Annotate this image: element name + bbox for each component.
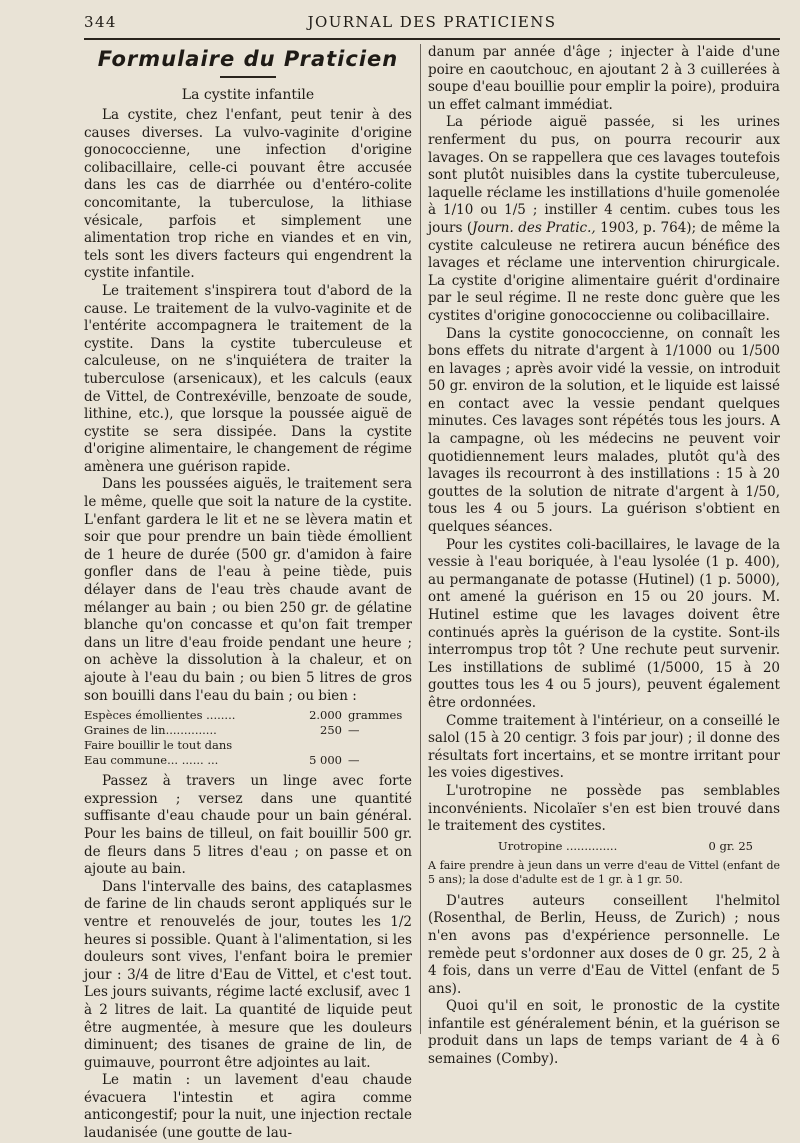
paragraph: D'autres auteurs conseillent l'helmitol (Rosenthal, de Berlin, Heuss, de Zurich) ; nous n'en avons pas d'expérience personnelle. Le remède peut s'ordonner aux doses de 0 gr. 25, 2 à 4 fois, dans un verre d'Eau de Vittel (enfant de 5 ans). [428,892,780,997]
paragraph: La cystite, chez l'enfant, peut tenir à des causes diverses. La vulvo-vaginite d'origine gonococcienne, une infection d'origine colibacillaire, celle-ci pouvant être accusée dans les cas de diarrhée ou d'entéro-colite concomitante, la tuberculose, la lithiase vésicale, parfois et simplement une alimentation trop riche en viandes et en vin, tels sont les divers facteurs qui engendrent la cystite infantile. [84,107,412,282]
ingredient-unit: grammes [348,708,403,723]
header-rule [84,38,780,40]
section-title: Formulaire du Praticien [97,47,399,71]
paragraph [428,114,780,325]
paragraph: Le traitement s'inspirera tout d'abord de la cause. Le traitement de la vulvo-vaginite et de l'entérite accompagnera le traitement de la cystite. Dans la cystite tuberculeuse et calculeuse, on ne s'inquiétera de traiter la tuberculose (arsenicaux), et les calculs (eaux de Vittel, de Contrexéville, benzoate de soude, lithine, etc.), que lorsque la poussée aiguë de cystite se sera dissipée. Dans la cystite d'origine alimentaire, le changement de régime amènera une guérison rapide. [84,282,412,475]
ingredient-unit: — [348,753,360,768]
column-separator [420,44,421,1034]
prescription-formula [428,839,780,854]
ingredient-quantity: 5 000 [309,753,342,768]
page-number: 344 [84,13,117,31]
paragraph: Dans l'intervalle des bains, des cataplasmes de farine de lin chauds seront appliqués sur le ventre et renouvelés de jour, toutes les 1/2 heures si possible. Quant à l'alimentation, si les douleurs sont vives, l'enfant boira le premier jour : 3/4 de litre d'Eau de Vittel, et c'est tout. Les jours suivants, régime lacté exclusif, avec 1 à 2 litres de lait. La quantité de liquide peut être augmentée, à mesure que les douleurs diminuent; des tisanes de graine de lin, de guimauve, pourront être adjointes au lait. [84,878,412,1071]
right-column [428,44,780,1069]
formula-row [428,839,780,854]
ingredient-quantity: 2.000 [309,708,342,723]
paragraph: Dans la cystite gonococcienne, on connaît les bons effets du nitrate d'argent à 1/1000 ou 1/500 en lavages ; après avoir vidé la vessie, on introduit 50 gr. environ de la solution, et le liquide est laissé en contact avec la vessie pendant quelques minutes. Ces lavages sont répétés tous les jours. A la campagne, où les médecins ne peuvent voir quotidiennement leurs malades, plutôt qu'à des lavages ils recourront à des instillations : 15 à 20 gouttes de la solution de nitrate d'argent à 1/50, tous les 4 ou 5 jours. La guérison s'obtient en quelques séances. [428,325,780,536]
paragraph: Pour les cystites coli-bacillaires, le lavage de la vessie à l'eau boriquée, à l'eau lysolée (1 p. 400), au permanganate de potasse (Hutinel) (1 p. 5000), ont amené la guérison en 15 ou 20 jours. M. Hutinel estime que les lavages doivent être continués après la guérison de la cystite. Sont-ils interrompus trop tôt ? Une rechute peut survenir. Les instillations de sublimé (1/5000, 15 à 20 gouttes tous les 4 ou 5 jours), peuvent également être ordonnées. [428,536,780,711]
prescription-formula [84,708,412,768]
ingredient-quantity: 250 [320,723,342,738]
left-column [84,44,412,1143]
paragraph: Dans les poussées aiguës, le traitement sera le même, quelle que soit la nature de la cystite. L'enfant gardera le lit et ne se lèvera matin et soir que pour prendre un bain tiède émollient de 1 heure de durée (500 gr. d'amidon à faire gonfler dans de l'eau à peine tiède, puis délayer dans de l'eau très chaude avant de mélanger au bain ; ou bien 250 gr. de gélatine blanche qu'on concasse et qu'on fait tremper dans un litre d'eau froide pendant une heure ; on achève la dissolution à la chaleur, et on ajoute à l'eau du bain ; ou bien 5 litres de gros son bouilli dans l'eau du bain ; ou bien : [84,476,412,704]
formula-row [84,753,412,768]
text-run: La période aiguë passée, si les urines renferment du pus, on pourra recourir aux lavages. On se rappellera que ces lavages toutefois sont plutôt nuisibles dans la cystite tuberculeuse, laquelle réclame les instillations d'huile gomenolée à 1/10 ou 1/5 ; instiller 4 centim. cubes tous les jours ( [428,114,780,236]
text-run: 1903, p. 764); de même la cystite calculeuse ne retirera aucun bénéfice des lavages et réclame une intervention chirurgicale. La cystite d'origine alimentaire guérit d'ordinaire par le seul régime. Il ne reste donc guère que les cystites d'origine gonococcienne ou colibacillaire. [428,219,780,324]
title-divider [220,76,276,78]
ingredient-name: Urotropine .............. [498,838,618,853]
journal-title: JOURNAL DES PRATICIENS [307,13,557,31]
paragraph: L'urotropine ne possède pas semblables inconvénients. Nicolaïer s'en est bien trouvé dans le traitement des cystites. [428,782,780,835]
running-header [84,13,780,37]
ingredient-name: Graines de lin.............. [84,723,217,738]
formula-instruction: Faire bouillir le tout dans [84,738,233,753]
formula-note: A faire prendre à jeun dans un verre d'eau de Vittel (enfant de 5 ans); la dose d'adulte est de 1 gr. à 1 gr. 50. [428,858,780,886]
citation: Journ. des Pratic., [472,219,596,236]
article-title: La cystite infantile [181,87,315,103]
ingredient-unit: — [348,723,360,738]
formula-row [84,723,412,738]
formula-row [84,708,412,723]
paragraph: Quoi qu'il en soit, le pronostic de la cystite infantile est généralement bénin, et la guérison se produit dans un laps de temps variant de 4 à 6 semaines (Comby). [428,998,780,1068]
paragraph: danum par année d'âge ; injecter à l'aide d'une poire en caoutchouc, en ajoutant 2 à 3 cuillerées à soupe d'eau bouillie pour emplir la poire), produira un effet calmant immédiat. [428,44,780,113]
ingredient-name: Eau commune... ...... ... [84,753,219,768]
paragraph: Passez à travers un linge avec forte expression ; versez dans une quantité suffisante d'eau chaude pour un bain général. Pour les bains de tilleul, on fait bouillir 500 gr. de fleurs dans 5 litres d'eau ; on passe et on ajoute au bain. [84,773,412,878]
paragraph: Le matin : un lavement d'eau chaude évacuera l'intestin et agira comme anticongestif; pour la nuit, une injection rectale laudanisée (une goutte de lau- [84,1072,412,1142]
paragraph: Comme traitement à l'intérieur, on a conseillé le salol (15 à 20 centigr. 3 fois par jour) ; il donne des résultats fort incertains, et se montre irritant pour les voies digestives. [428,712,780,782]
ingredient-quantity: 0 gr. 25 [708,838,753,853]
ingredient-name: Espèces émollientes ........ [84,708,236,723]
